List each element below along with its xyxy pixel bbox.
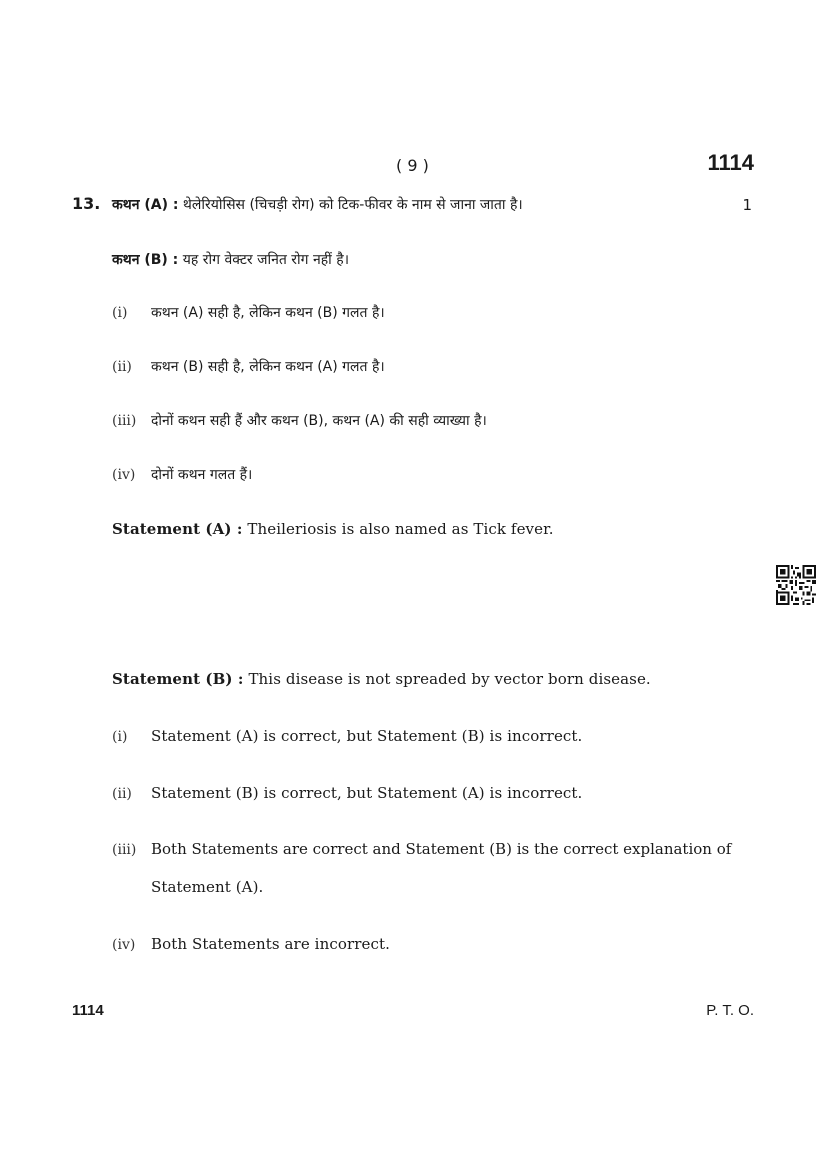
hindi-option-number: (iii) <box>112 413 137 429</box>
english-statement-a-label: Statement (A) : <box>112 520 243 538</box>
english-option-number: (i) <box>112 729 128 745</box>
qr-code-icon <box>776 565 816 605</box>
english-option-text: Statement (B) is correct, but Statement (A) is incorrect. <box>151 784 583 802</box>
english-statement-a <box>112 520 554 538</box>
paper-code-top: 1114 <box>707 150 754 175</box>
question-marks: 1 <box>742 196 752 214</box>
hindi-option-number: (iv) <box>112 467 136 483</box>
english-option-text: Both Statements are incorrect. <box>151 935 390 953</box>
english-option-number: (iii) <box>112 842 137 858</box>
paper-code-footer: 1114 <box>72 1002 104 1019</box>
english-option-text-continued: Statement (A). <box>151 878 264 896</box>
hindi-statement-b <box>112 250 349 269</box>
hindi-option-text: दोनों कथन सही हैं और कथन (B), कथन (A) की सही व्याख्या है। <box>151 413 487 429</box>
english-statement-b-label: Statement (B) : <box>112 670 244 688</box>
english-option-text: Statement (A) is correct, but Statement (B) is incorrect. <box>151 727 583 745</box>
english-statement-a-text: Theileriosis is also named as Tick fever. <box>247 520 554 538</box>
hindi-option-number: (i) <box>112 305 128 321</box>
hindi-option-text: कथन (A) सही है, लेकिन कथन (B) गलत है। <box>151 305 385 321</box>
english-option-number: (ii) <box>112 786 132 802</box>
hindi-statement-a-label: कथन (A) : <box>112 197 179 213</box>
question-number: 13. <box>72 194 101 213</box>
hindi-option-number: (ii) <box>112 359 132 375</box>
english-option-number: (iv) <box>112 937 136 953</box>
hindi-statement-a-text: थेलेरियोसिस (चिचड़ी रोग) को टिक-फीवर के नाम से जाना जाता है। <box>182 197 523 213</box>
pto-label: P. T. O. <box>706 1002 754 1019</box>
hindi-option-text: कथन (B) सही है, लेकिन कथन (A) गलत है। <box>151 359 385 375</box>
hindi-statement-a <box>112 195 523 214</box>
hindi-option-text: दोनों कथन गलत हैं। <box>151 467 253 483</box>
hindi-statement-b-label: कथन (B) : <box>112 252 179 268</box>
english-statement-b-text: This disease is not spreaded by vector born disease. <box>248 670 651 688</box>
english-statement-b <box>112 670 651 688</box>
hindi-statement-b-text: यह रोग वेक्टर जनित रोग नहीं है। <box>182 252 350 268</box>
page-number: ( 9 ) <box>396 156 429 175</box>
english-option-text: Both Statements are correct and Statement (B) is the correct explanation of <box>151 840 732 858</box>
